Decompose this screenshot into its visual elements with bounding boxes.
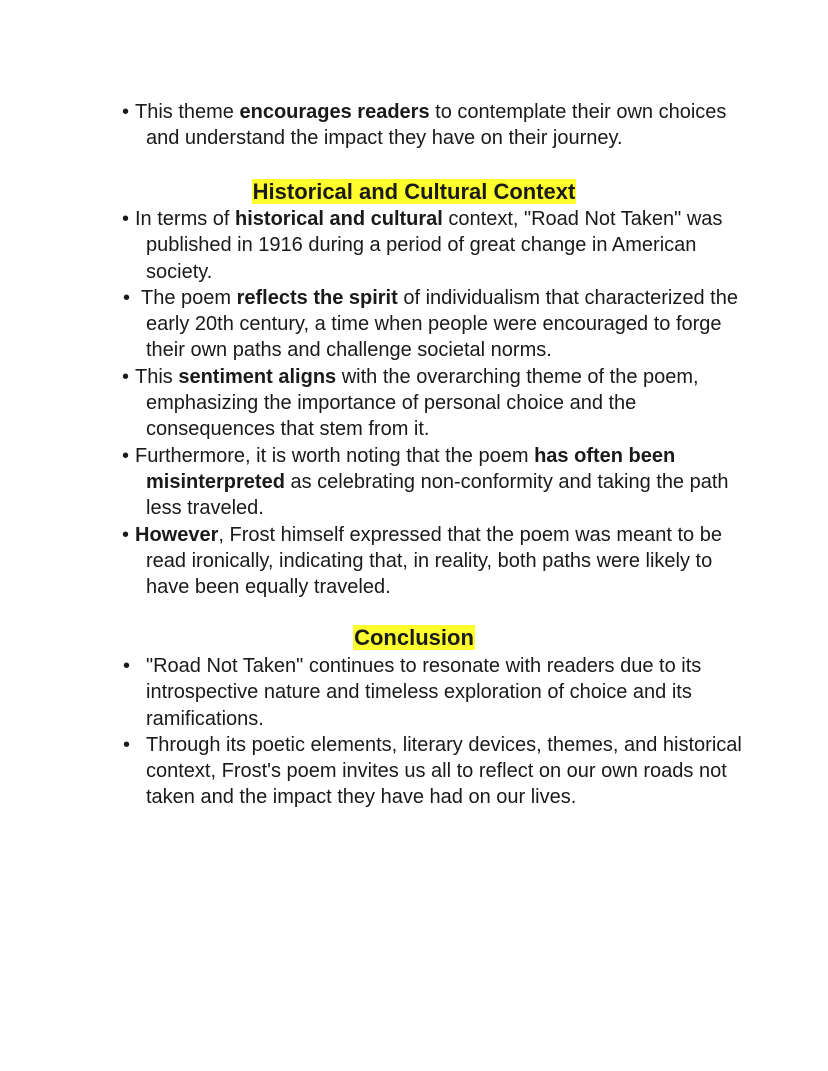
list-item-text: Furthermore, it is worth noting that the poem has often been misinterpreted as celebrating non-conformity and taking the path less traveled. [135,444,729,520]
list-item [117,364,757,443]
section-heading-conclusion [0,624,828,652]
bullet-icon: • [123,286,131,309]
historical-list [117,206,757,600]
list-item [117,653,757,732]
list-item [117,206,757,285]
bullet-icon: • [123,655,131,677]
conclusion-list [117,653,757,811]
list-item-text: The poem reflects the spirit of individualism that characterized the early 20th century, a time when people were encouraged to forge their own paths and challenge societal norms. [141,286,738,362]
list-item-text: However, Frost himself expressed that the poem was meant to be read ironically, indicating that, in reality, both paths were likely to have been equally traveled. [135,523,722,599]
bullet-icon: • [123,733,131,756]
list-item-text: Through its poetic elements, literary devices, themes, and historical context, Frost's poem invites us all to reflect on our own roads not taken and the impact they have had on our lives. [146,733,742,809]
list-item [117,522,757,601]
bullet-icon: • [122,101,130,123]
list-item-text: This sentiment aligns with the overarching theme of the poem, emphasizing the importance of personal choice and the consequences that stem from it. [135,365,699,441]
section-heading-historical [0,178,828,206]
intro-list [117,99,757,152]
bullet-icon: • [122,523,130,546]
list-item [117,99,757,152]
heading-highlight: Conclusion [354,625,474,650]
list-item-text: "Road Not Taken" continues to resonate with readers due to its introspective nature and timeless exploration of choice and its ramifications. [146,655,702,730]
bullet-icon: • [122,208,130,230]
heading-highlight: Historical and Cultural Context [252,179,576,204]
list-item-text: This theme encourages readers to contemplate their own choices and understand the impact they have on their journey. [135,101,727,150]
list-item [117,285,757,364]
list-item-text: In terms of historical and cultural context, "Road Not Taken" was published in 1916 during a period of great change in American society. [135,208,723,283]
list-item [117,732,757,811]
bullet-icon: • [122,365,130,388]
list-item [117,443,757,522]
bullet-icon: • [122,444,130,467]
